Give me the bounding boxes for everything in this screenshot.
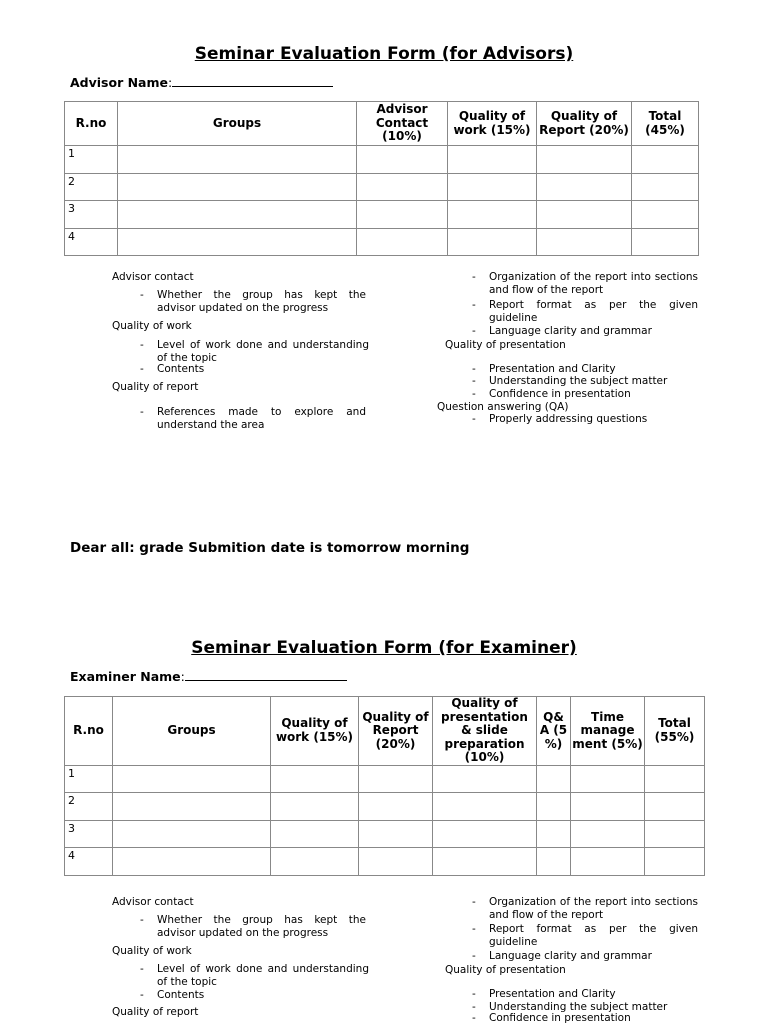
criteria-bullet: - References made to explore and understand the area bbox=[140, 406, 366, 431]
criteria-bullet: - Whether the group has kept the advisor updated on the progress bbox=[140, 289, 366, 314]
criteria-bullet: - Language clarity and grammar bbox=[472, 325, 652, 337]
col-header-groups: Groups bbox=[118, 102, 357, 146]
advisor-form-title: Seminar Evaluation Form (for Advisors) bbox=[194, 44, 574, 64]
cell-groups[interactable] bbox=[118, 146, 357, 174]
criteria-quality-of-work: Quality of work bbox=[112, 945, 192, 957]
advisor-name-label: Advisor Name bbox=[70, 75, 168, 90]
criteria-bullet: - Confidence in presentation bbox=[472, 388, 631, 400]
row-number: 4 bbox=[65, 848, 113, 876]
cell-total[interactable] bbox=[645, 848, 705, 876]
criteria-advisor-contact: Advisor contact bbox=[112, 896, 194, 908]
col-header-quality-report: Quality of Report (20%) bbox=[537, 102, 632, 146]
cell-quality-presentation[interactable] bbox=[433, 848, 537, 876]
criteria-bullet: - Report format as per the given guideline bbox=[472, 299, 698, 324]
row-number: 2 bbox=[65, 173, 118, 201]
cell-total[interactable] bbox=[645, 820, 705, 848]
cell-quality-report[interactable] bbox=[537, 146, 632, 174]
table-row bbox=[65, 146, 699, 174]
cell-quality-report[interactable] bbox=[537, 173, 632, 201]
criteria-bullet: - Presentation and Clarity bbox=[472, 363, 616, 375]
col-header-time-management: Time manage ment (5%) bbox=[571, 697, 645, 766]
cell-quality-work[interactable] bbox=[271, 793, 359, 821]
cell-quality-report[interactable] bbox=[359, 820, 433, 848]
criteria-quality-of-report: Quality of report bbox=[112, 381, 199, 393]
col-header-total: Total (55%) bbox=[645, 697, 705, 766]
criteria-quality-of-report: Quality of report bbox=[112, 1006, 199, 1018]
criteria-bullet: - Presentation and Clarity bbox=[472, 988, 616, 1000]
cell-time-management[interactable] bbox=[571, 820, 645, 848]
cell-quality-work[interactable] bbox=[271, 820, 359, 848]
criteria-bullet: - Level of work done and understanding of the topic bbox=[140, 339, 369, 364]
col-header-rno: R.no bbox=[65, 102, 118, 146]
advisor-name-blank[interactable] bbox=[172, 75, 333, 87]
criteria-bullet: - Contents bbox=[140, 989, 205, 1001]
criteria-bullet: - Properly addressing questions bbox=[472, 413, 648, 425]
cell-groups[interactable] bbox=[118, 201, 357, 229]
col-header-groups: Groups bbox=[113, 697, 271, 766]
criteria-quality-of-presentation: Quality of presentation bbox=[445, 964, 566, 976]
cell-time-management[interactable] bbox=[571, 848, 645, 876]
cell-time-management[interactable] bbox=[571, 793, 645, 821]
col-header-total: Total (45%) bbox=[632, 102, 699, 146]
col-header-quality-presentation: Quality of presentation & slide preparation (10%) bbox=[433, 697, 537, 766]
table-row bbox=[65, 848, 705, 876]
examiner-evaluation-table bbox=[64, 696, 705, 876]
criteria-quality-of-presentation: Quality of presentation bbox=[445, 339, 566, 351]
criteria-bullet: - Whether the group has kept the advisor updated on the progress bbox=[140, 914, 366, 939]
table-row bbox=[65, 820, 705, 848]
cell-groups[interactable] bbox=[113, 793, 271, 821]
cell-groups[interactable] bbox=[118, 228, 357, 256]
cell-quality-report[interactable] bbox=[537, 228, 632, 256]
cell-quality-report[interactable] bbox=[359, 848, 433, 876]
cell-total[interactable] bbox=[632, 146, 699, 174]
cell-quality-presentation[interactable] bbox=[433, 765, 537, 793]
criteria-bullet: - Contents bbox=[140, 363, 205, 375]
cell-advisor-contact[interactable] bbox=[357, 146, 448, 174]
col-header-quality-work: Quality of work (15%) bbox=[448, 102, 537, 146]
col-header-advisor-contact: Advisor Contact (10%) bbox=[357, 102, 448, 146]
cell-quality-work[interactable] bbox=[271, 765, 359, 793]
cell-total[interactable] bbox=[645, 793, 705, 821]
criteria-question-answering: Question answering (QA) bbox=[437, 401, 569, 413]
cell-total[interactable] bbox=[632, 228, 699, 256]
cell-quality-work[interactable] bbox=[271, 848, 359, 876]
criteria-quality-of-work: Quality of work bbox=[112, 320, 192, 332]
advisor-name-field[interactable]: Advisor Name: bbox=[70, 75, 333, 90]
col-header-quality-work: Quality of work (15%) bbox=[271, 697, 359, 766]
cell-advisor-contact[interactable] bbox=[357, 201, 448, 229]
criteria-bullet: - Organization of the report into sections and flow of the report bbox=[472, 271, 698, 296]
row-number: 2 bbox=[65, 793, 113, 821]
examiner-name-field[interactable]: Examiner Name: bbox=[70, 669, 347, 684]
cell-total[interactable] bbox=[645, 765, 705, 793]
criteria-bullet: - Understanding the subject matter bbox=[472, 375, 668, 387]
criteria-bullet: - Understanding the subject matter bbox=[472, 1001, 668, 1013]
cell-time-management[interactable] bbox=[571, 765, 645, 793]
cell-qa[interactable] bbox=[537, 765, 571, 793]
col-header-qa: Q& A (5 %) bbox=[537, 697, 571, 766]
cell-quality-work[interactable] bbox=[448, 146, 537, 174]
table-row bbox=[65, 173, 699, 201]
examiner-form-title: Seminar Evaluation Form (for Examiner) bbox=[191, 638, 577, 658]
cell-groups[interactable] bbox=[113, 820, 271, 848]
cell-quality-work[interactable] bbox=[448, 173, 537, 201]
row-number: 1 bbox=[65, 146, 118, 174]
cell-qa[interactable] bbox=[537, 793, 571, 821]
cell-total[interactable] bbox=[632, 173, 699, 201]
table-header-row bbox=[65, 102, 699, 146]
row-number: 4 bbox=[65, 228, 118, 256]
advisor-evaluation-table bbox=[64, 101, 699, 256]
criteria-bullet: - Organization of the report into sections and flow of the report bbox=[472, 896, 698, 921]
cell-advisor-contact[interactable] bbox=[357, 228, 448, 256]
cell-qa[interactable] bbox=[537, 820, 571, 848]
row-number: 1 bbox=[65, 765, 113, 793]
table-row bbox=[65, 201, 699, 229]
row-number: 3 bbox=[65, 820, 113, 848]
table-row bbox=[65, 228, 699, 256]
cell-qa[interactable] bbox=[537, 848, 571, 876]
col-header-quality-report: Quality of Report (20%) bbox=[359, 697, 433, 766]
cell-quality-report[interactable] bbox=[359, 793, 433, 821]
criteria-advisor-contact: Advisor contact bbox=[112, 271, 194, 283]
cell-quality-presentation[interactable] bbox=[433, 820, 537, 848]
table-row bbox=[65, 765, 705, 793]
cell-advisor-contact[interactable] bbox=[357, 173, 448, 201]
cell-quality-presentation[interactable] bbox=[433, 793, 537, 821]
table-header-row bbox=[65, 697, 705, 766]
col-header-rno: R.no bbox=[65, 697, 113, 766]
grade-submission-message: Dear all: grade Submition date is tomorrow morning bbox=[70, 540, 470, 556]
row-number: 3 bbox=[65, 201, 118, 229]
cell-groups[interactable] bbox=[118, 173, 357, 201]
criteria-bullet: - Report format as per the given guideline bbox=[472, 923, 698, 948]
cell-groups[interactable] bbox=[113, 848, 271, 876]
examiner-name-blank[interactable] bbox=[185, 669, 347, 681]
cell-quality-work[interactable] bbox=[448, 201, 537, 229]
cell-quality-work[interactable] bbox=[448, 228, 537, 256]
criteria-bullet: - Confidence in presentation bbox=[472, 1012, 631, 1024]
cell-quality-report[interactable] bbox=[359, 765, 433, 793]
cell-total[interactable] bbox=[632, 201, 699, 229]
criteria-bullet: - Level of work done and understanding of the topic bbox=[140, 963, 369, 988]
cell-groups[interactable] bbox=[113, 765, 271, 793]
examiner-name-label: Examiner Name bbox=[70, 669, 181, 684]
cell-quality-report[interactable] bbox=[537, 201, 632, 229]
criteria-bullet: - Language clarity and grammar bbox=[472, 950, 652, 962]
table-row bbox=[65, 793, 705, 821]
